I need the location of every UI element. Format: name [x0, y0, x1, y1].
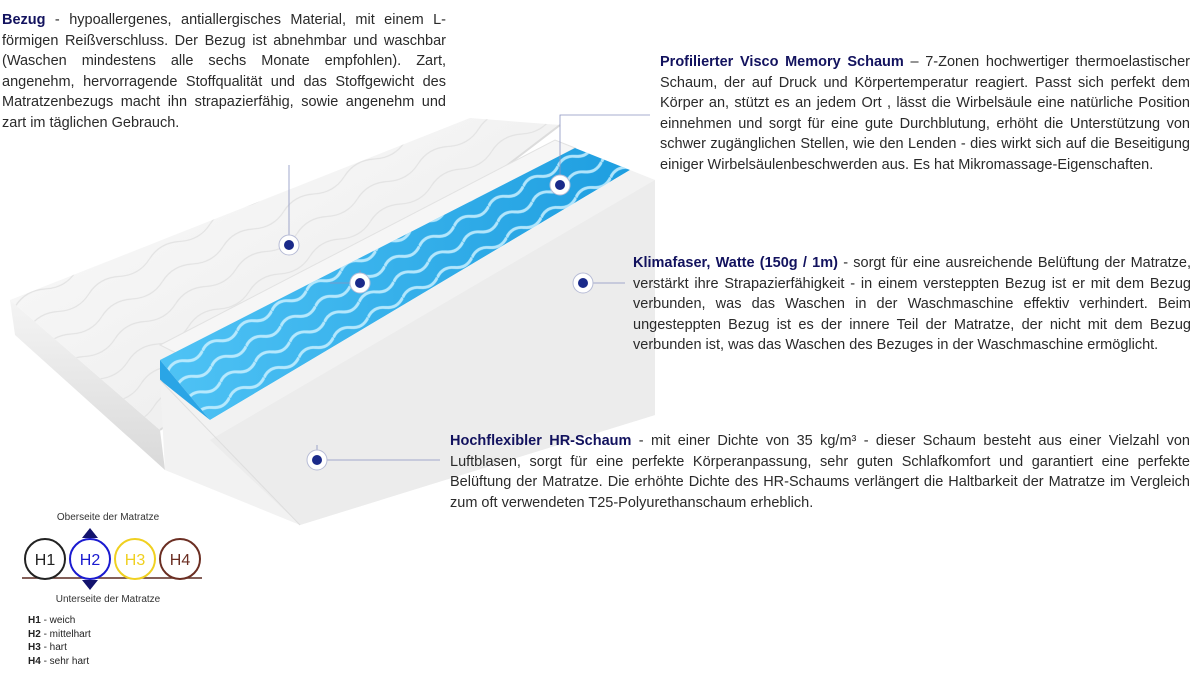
hardness-item: H4 - sehr hart — [28, 655, 90, 667]
hardness-legend-bottom — [18, 594, 218, 605]
arrow-down-icon — [82, 580, 98, 590]
visco-description — [660, 52, 1190, 175]
marker-hr — [307, 450, 327, 470]
h2-label: H2 — [79, 552, 101, 569]
hr-title: Hochflexibler HR-Schaum — [450, 433, 632, 449]
bezug-description — [2, 10, 446, 133]
bottom-label: Unterseite der Matratze — [55, 594, 161, 605]
h3-label: H3 — [124, 552, 146, 569]
hardness-legend — [18, 512, 218, 523]
hardness-legend-graphic — [22, 528, 202, 590]
marker-klimafaser-left — [350, 273, 370, 293]
arrow-up-icon — [82, 528, 98, 538]
bezug-title: Bezug — [2, 12, 46, 28]
hr-description — [450, 431, 1190, 513]
hr-text: - mit einer Dichte von 35 kg/m³ - dieser Schaum besteht aus einer Vielzahl von Luftblasen, sorgt für eine perfekte Körperanpassung, sehr guten Schlafkomfort und garantiert eine perfekte Belüftung der Matratze. Die erhöhte Dichte des HR-Schaums verlängert die Haltbarkeit der Matratze im Vergleich zum oft verwendeten T25-Polyurethanschaum erheblich. — [450, 433, 1190, 511]
hardness-list — [28, 614, 91, 668]
top-label: Oberseite der Matratze — [56, 512, 160, 523]
klima-description — [633, 253, 1191, 356]
marker-visco — [550, 175, 570, 195]
klima-title: Klimafaser, Watte (150g / 1m) — [633, 255, 838, 271]
visco-text: – 7-Zonen hochwertiger thermoelastischer Schaum, der auf Druck und Körpertemperatur reagiert. Passt sich perfekt dem Körper an, stützt es an jedem Ort , lässt die Wirbelsäule eine natürliche Position einnehmen und sorgt für eine gute Durchblutung, erhöht die Unterstützung von schwer zugänglichen Stellen, wie den Lenden - dies wirkt sich auf die Beseitigung einiger Wirbelsäulenbeschwerden aus. Es hat Mikromassage-Eigenschaften. — [660, 54, 1190, 173]
marker-klimafaser-right — [573, 273, 593, 293]
h4-label: H4 — [169, 552, 191, 569]
klima-text: - sorgt für eine ausreichende Belüftung der Matratze, verstärkt ihre Strapazierfähigkeit - in einem versteppten Bezug ist er mit dem Bezug verbunden, was das Waschen in der Waschmaschine effektiv verhindert. Beim ungesteppten Bezug ist es der innere Teil der Matratze, der nicht mit dem Bezug verbunden ist, was das Waschen des Bezuges in der Waschmaschine ermöglicht. — [633, 255, 1192, 353]
hardness-item: H3 - hart — [28, 642, 67, 653]
hardness-item: H2 - mittelhart — [28, 628, 91, 640]
bezug-text: - hypoallergenes, antiallergisches Material, mit einem L-förmigen Reißverschluss. Der Bezug ist abnehmbar und waschbar (Waschen mindestens alle sechs Monate empfohlen). Zart, angenehm, hervorragende Stoffqualität und das Stoffgewicht des Matratzenbezugs macht ihn strapazierfähig, sowie angenehm und zart im täglichen Gebrauch. — [2, 12, 446, 131]
hardness-item: H1 - weich — [28, 615, 76, 626]
marker-bezug — [279, 235, 299, 255]
h1-label: H1 — [34, 552, 56, 569]
visco-title: Profilierter Visco Memory Schaum — [660, 54, 904, 70]
